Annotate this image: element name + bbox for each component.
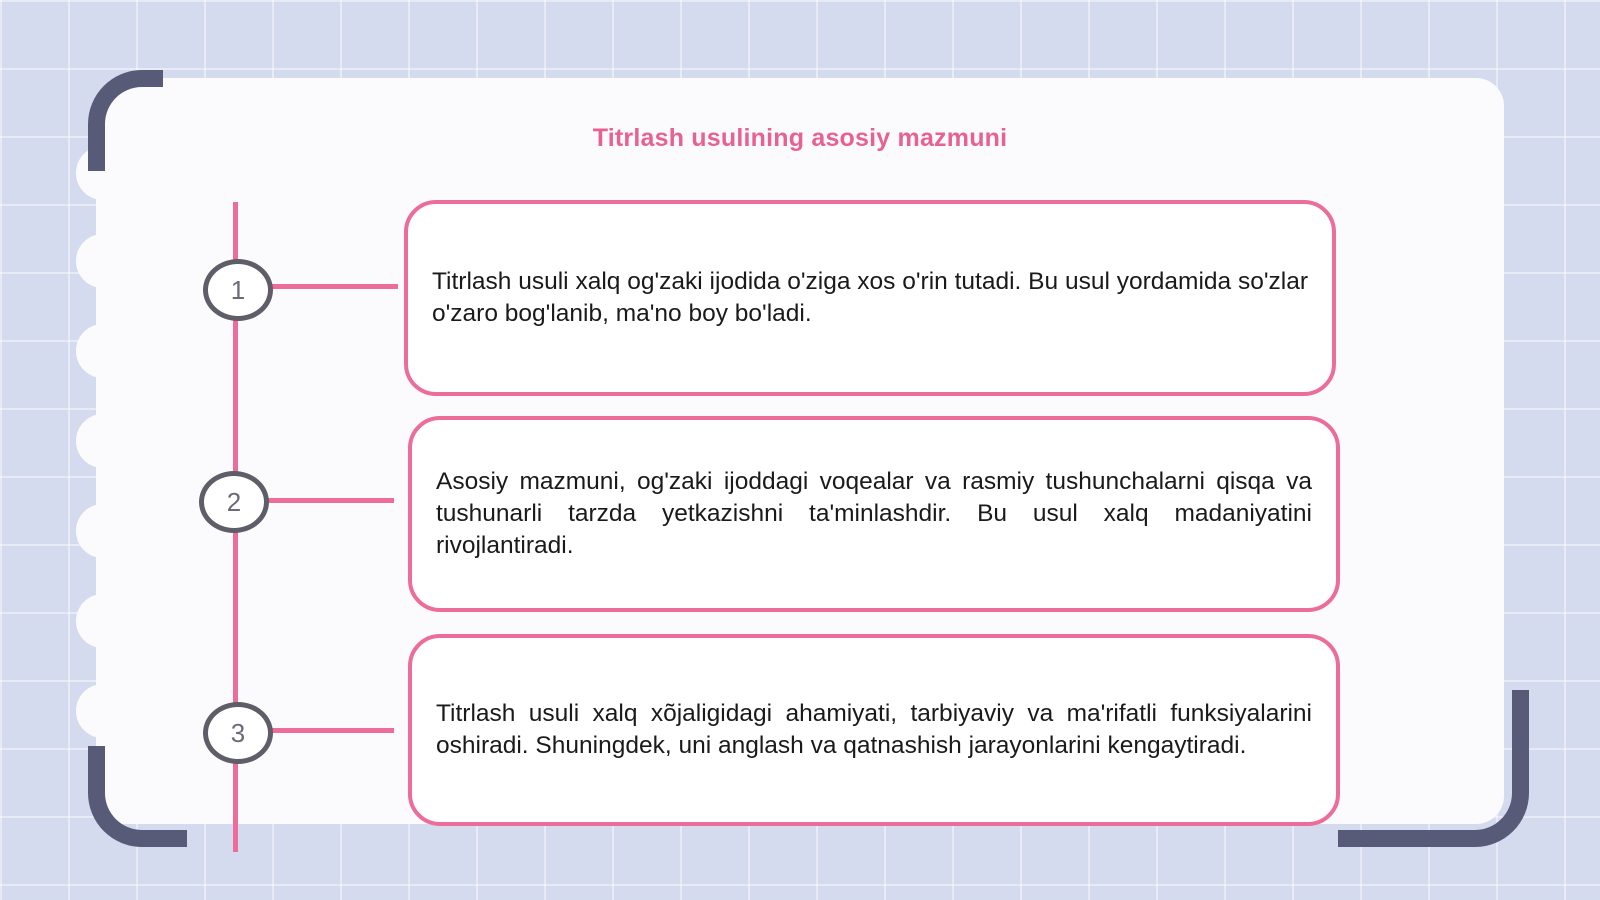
card-scallop — [76, 414, 130, 468]
card-scallop — [76, 594, 130, 648]
content-box — [408, 634, 1340, 826]
timeline-connector — [262, 498, 394, 503]
timeline-marker — [203, 259, 273, 321]
corner-bracket-bottom-right — [1338, 690, 1529, 847]
card-scallop — [76, 234, 130, 288]
content-box — [408, 416, 1340, 612]
content-box — [404, 200, 1336, 396]
slide-title: Titrlash usulining asosiy mazmuni — [592, 124, 1008, 152]
marker-number: 2 — [226, 486, 242, 517]
content-text: Titrlash usuli xalq xõjaligidagi ahamiyati, tarbiyaviy va ma'rifatli funksiyalarini oshiradi. Shuningdek, uni anglash va qatnashish jarayonlarini kengaytiradi. — [436, 700, 1312, 759]
card-scallop — [76, 504, 130, 558]
timeline-connector — [262, 284, 398, 289]
timeline-marker — [203, 702, 273, 764]
timeline-connector — [262, 728, 394, 733]
corner-bracket-bottom-left — [88, 746, 187, 847]
card-scallop — [76, 684, 130, 738]
content-text: Asosiy mazmuni, og'zaki ijoddagi voqealar va rasmiy tushunchalarni qisqa va tushunarli tarzda yetkazishni ta'minlashdir. Bu usul xalq madaniyatini rivojlantiradi. — [436, 468, 1312, 559]
timeline-marker — [199, 471, 269, 533]
marker-number: 3 — [230, 717, 246, 748]
content-text: Titrlash usuli xalq og'zaki ijodida o'ziga xos o'rin tutadi. Bu usul yordamida so'zlar o'zaro bog'lanib, ma'no boy bo'ladi. — [432, 268, 1308, 327]
card-scallop — [76, 324, 130, 378]
corner-bracket-top-left — [88, 70, 163, 171]
marker-number: 1 — [230, 274, 246, 305]
